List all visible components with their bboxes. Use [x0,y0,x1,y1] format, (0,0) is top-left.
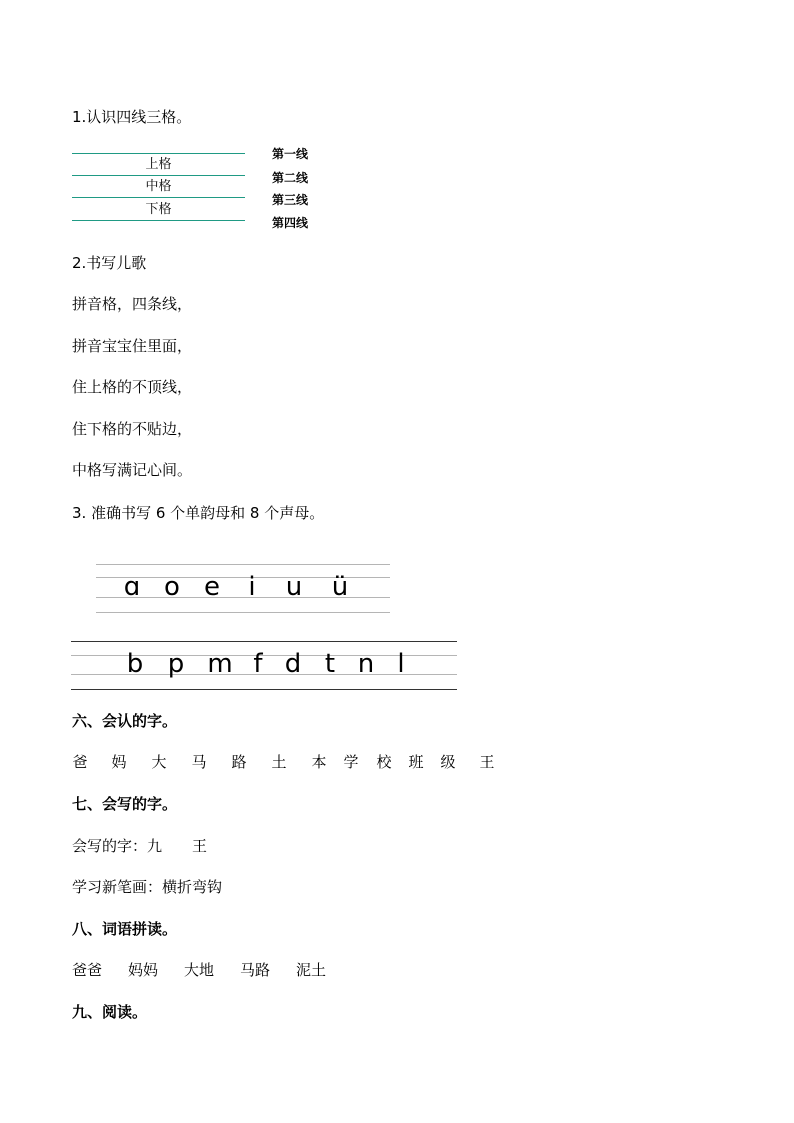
line-name-3: 第三线 [272,193,309,207]
word-item: 爸爸 [72,961,103,979]
rhyme-line-2: 拼音宝宝住里面， [72,337,193,355]
vowel-i: i [248,572,256,602]
grid-cell-lower: 下格 [145,202,172,217]
grid-cell-upper: 上格 [145,157,172,172]
initial-b: b [126,649,144,679]
vowel-o: o [164,572,180,602]
section8-title: 八、词语拼读。 [72,920,178,938]
grid-line-4 [72,220,245,221]
rhyme-line-1: 拼音格，四条线， [72,295,193,313]
word-item: 泥土 [296,961,327,979]
rhyme-line-4: 住下格的不贴边， [72,420,193,438]
initials-grid-line-1 [71,641,457,642]
vowel-grid-line-4 [96,612,390,613]
new-stroke-line: 学习新笔画：横折弯钩 [72,878,223,896]
char-item: 本 [311,753,327,771]
grid-line-3 [72,197,245,198]
vowel-a: ɑ [123,572,141,602]
section1-title: 1.认识四线三格。 [72,108,192,126]
initial-p: p [167,649,185,679]
char-item: 学 [343,753,359,771]
line-name-4: 第四线 [272,216,309,230]
vowel-u: u [285,572,303,602]
char-item: 大 [151,753,167,771]
word-item: 妈妈 [128,961,159,979]
char-item: 土 [271,753,287,771]
grid-line-2 [72,175,245,176]
vowel-e: e [204,572,220,602]
grid-cell-middle: 中格 [145,179,172,194]
initial-m: m [207,649,233,679]
char-item: 校 [376,753,392,771]
vowel-grid-line-1 [96,564,390,565]
line-name-1: 第一线 [272,147,309,161]
initial-f: f [253,649,263,679]
section3-title: 3. 准确书写 6 个单韵母和 8 个声母。 [72,504,325,522]
initial-d: d [284,649,302,679]
grid-line-1 [72,153,245,154]
section9-title: 九、阅读。 [72,1003,148,1021]
char-item: 级 [440,753,456,771]
word-item: 马路 [240,961,271,979]
rhyme-line-5: 中格写满记心间。 [72,461,193,479]
rhyme-line-3: 住上格的不顶线， [72,378,193,396]
char-item: 爸 [72,753,88,771]
char-item: 路 [231,753,247,771]
section7-title: 七、会写的字。 [72,795,178,813]
char-item: 班 [408,753,424,771]
initials-grid-line-4 [71,689,457,690]
section6-title: 六、会认的字。 [72,712,178,730]
char-item: 马 [191,753,207,771]
char-item: 王 [479,753,495,771]
initial-t: t [324,649,336,679]
char-item: 妈 [111,753,127,771]
initial-n: n [357,649,375,679]
initial-l: l [397,649,405,679]
word-item: 大地 [184,961,215,979]
write-chars-line: 会写的字：九 王 [72,837,208,855]
vowel-u-umlaut: ü [331,572,349,602]
line-name-2: 第二线 [272,171,309,185]
section2-title: 2.书写儿歌 [72,254,147,272]
